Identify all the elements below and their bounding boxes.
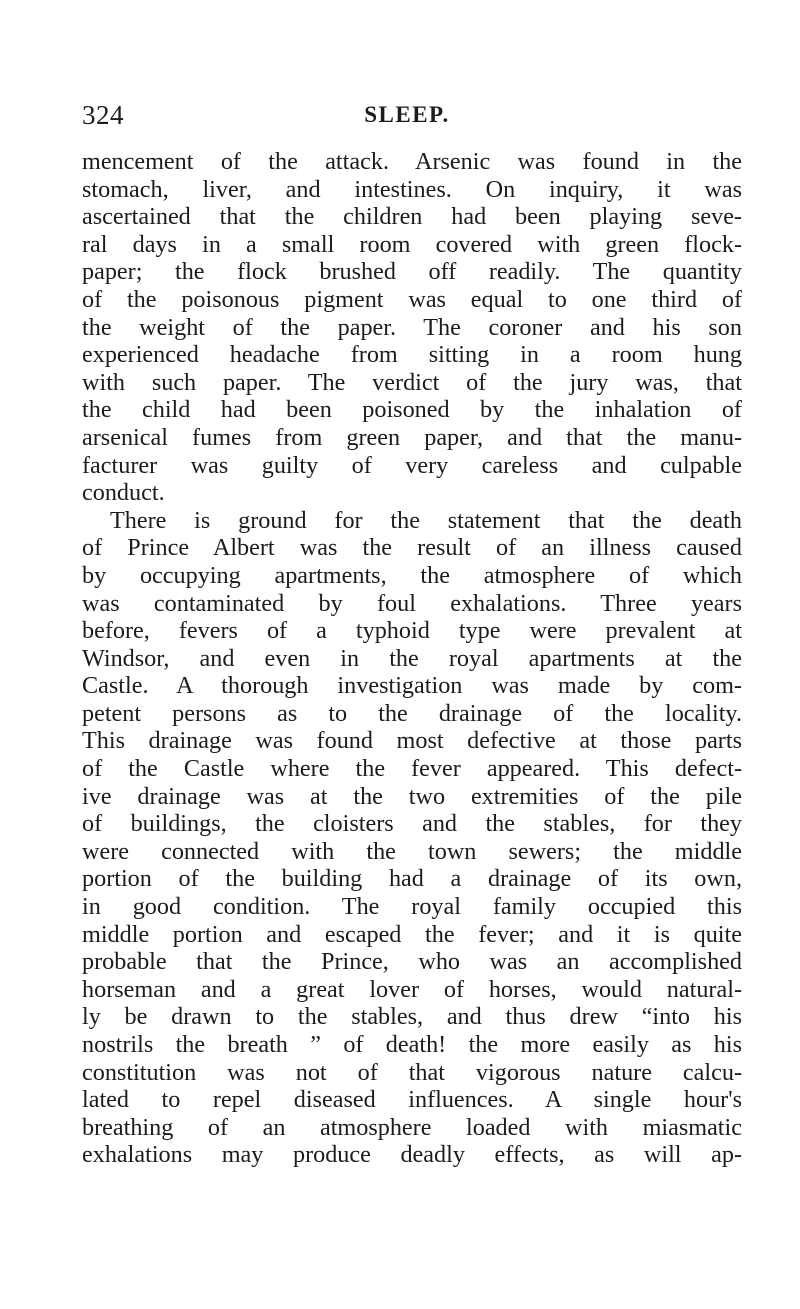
running-head	[82, 100, 732, 134]
text-line: lated to repel diseased influences. A single hour's	[82, 1086, 742, 1114]
text-line: in good condition. The royal family occupied this	[82, 893, 742, 921]
text-line: portion of the building had a drainage of its own,	[82, 865, 742, 893]
text-line: paper; the flock brushed off readily. The quantity	[82, 258, 742, 286]
text-line: with such paper. The verdict of the jury was, that	[82, 368, 742, 396]
text-line: nostrils the breath ” of death! the more easily as his	[82, 1031, 742, 1058]
text-line: ive drainage was at the two extremities of the pile	[82, 782, 742, 810]
text-line: ascertained that the children had been playing seve-	[82, 203, 742, 231]
text-line: exhalations may produce deadly effects, as will ap-	[82, 1141, 742, 1169]
text-line: probable that the Prince, who was an accomplished	[82, 948, 742, 976]
text-line: by occupying apartments, the atmosphere of which	[82, 561, 742, 589]
text-line: This drainage was found most defective at those parts	[82, 727, 742, 755]
text-line: of the poisonous pigment was equal to one third of	[82, 285, 742, 313]
text-line: of Prince Albert was the result of an illness caused	[82, 534, 742, 562]
text-line: of buildings, the cloisters and the stables, for they	[82, 810, 742, 838]
text-line: Windsor, and even in the royal apartments at the	[82, 644, 742, 672]
paragraph-first-line: There is ground for the statement that the death	[110, 506, 742, 534]
text-line: of the Castle where the fever appeared. This defect-	[82, 755, 742, 783]
text-line: middle portion and escaped the fever; and it is quite	[82, 920, 742, 948]
text-line: mencement of the attack. Arsenic was found in the	[82, 148, 742, 175]
page-number: 324	[82, 100, 124, 130]
text-line: before, fevers of a typhoid type were prevalent at	[82, 617, 742, 645]
text-line: the weight of the paper. The coroner and his son	[82, 313, 742, 341]
text-line: ly be drawn to the stables, and thus drew “into his	[82, 1003, 742, 1031]
text-line: ral days in a small room covered with green flock-	[82, 230, 742, 258]
text-line: horseman and a great lover of horses, would natural-	[82, 975, 742, 1003]
text-line: the child had been poisoned by the inhalation of	[82, 396, 742, 424]
body-text	[82, 148, 742, 1169]
text-line: breathing of an atmosphere loaded with miasmatic	[82, 1113, 742, 1141]
text-line: were connected with the town sewers; the middle	[82, 837, 742, 865]
text-line: Castle. A thorough investigation was made by com-	[82, 672, 742, 700]
text-line: was contaminated by foul exhalations. Three years	[82, 589, 742, 617]
text-line: petent persons as to the drainage of the locality.	[82, 699, 742, 727]
text-line: conduct.	[82, 479, 165, 507]
text-line: facturer was guilty of very careless and culpable	[82, 451, 742, 479]
text-line: constitution was not of that vigorous nature calcu-	[82, 1058, 742, 1086]
text-line: experienced headache from sitting in a room hung	[82, 341, 742, 369]
text-line: arsenical fumes from green paper, and that the manu-	[82, 423, 742, 451]
text-line: stomach, liver, and intestines. On inquiry, it was	[82, 175, 742, 203]
page-title: SLEEP.	[364, 102, 450, 127]
